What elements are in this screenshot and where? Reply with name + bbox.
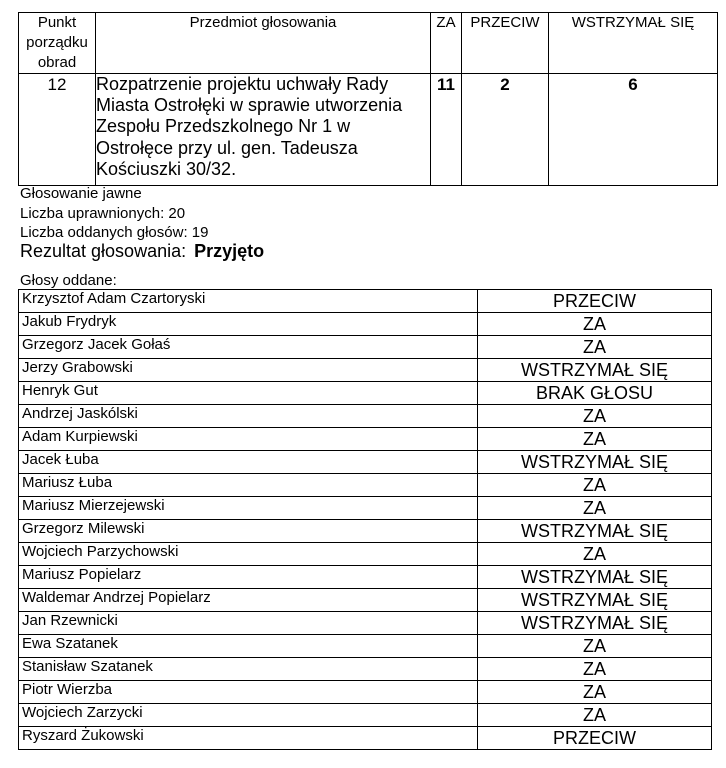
vote-value: WSTRZYMAŁ SIĘ xyxy=(478,589,712,612)
voting-summary-table xyxy=(18,12,718,186)
councillor-name: Jerzy Grabowski xyxy=(19,359,478,382)
voting-subject: Rozpatrzenie projektu uchwały Rady Miasta Ostrołęki w sprawie utworzenia Zespołu Przedszkolnego Nr 1 w Ostrołęce przy ul. gen. Tadeusza Kościuszki 30/32. xyxy=(96,74,431,186)
summary-header-row xyxy=(19,13,718,74)
vote-value: WSTRZYMAŁ SIĘ xyxy=(478,566,712,589)
councillor-name: Henryk Gut xyxy=(19,382,478,405)
vote-value: ZA xyxy=(478,405,712,428)
vote-value: ZA xyxy=(478,658,712,681)
councillor-name: Krzysztof Adam Czartoryski xyxy=(19,290,478,313)
table-row xyxy=(19,359,712,382)
councillor-name: Grzegorz Milewski xyxy=(19,520,478,543)
vote-value: ZA xyxy=(478,681,712,704)
agenda-point-number: 12 xyxy=(19,74,96,186)
councillor-name: Andrzej Jaskólski xyxy=(19,405,478,428)
table-row xyxy=(19,497,712,520)
result-label: Rezultat głosowania: xyxy=(20,241,187,261)
vote-value: ZA xyxy=(478,635,712,658)
table-row xyxy=(19,290,712,313)
councillor-name: Waldemar Andrzej Popielarz xyxy=(19,589,478,612)
vote-value: ZA xyxy=(478,313,712,336)
councillor-name: Wojciech Parzychowski xyxy=(19,543,478,566)
table-row xyxy=(19,727,712,750)
votes-table-body xyxy=(19,290,712,750)
councillor-name: Jacek Łuba xyxy=(19,451,478,474)
vote-value: ZA xyxy=(478,704,712,727)
table-row xyxy=(19,428,712,451)
councillor-name: Mariusz Łuba xyxy=(19,474,478,497)
councillor-name: Jan Rzewnicki xyxy=(19,612,478,635)
summary-data-row xyxy=(19,74,718,186)
table-row xyxy=(19,520,712,543)
vote-value: ZA xyxy=(478,474,712,497)
councillor-name: Grzegorz Jacek Gołaś xyxy=(19,336,478,359)
councillor-name: Stanisław Szatanek xyxy=(19,658,478,681)
table-row xyxy=(19,474,712,497)
header-abstain: WSTRZYMAŁ SIĘ xyxy=(549,13,718,74)
councillor-name: Wojciech Zarzycki xyxy=(19,704,478,727)
councillor-name: Mariusz Popielarz xyxy=(19,566,478,589)
table-row xyxy=(19,382,712,405)
votes-cast-label: Głosy oddane: xyxy=(20,272,117,289)
vote-value: PRZECIW xyxy=(478,290,712,313)
header-against: PRZECIW xyxy=(462,13,549,74)
vote-value: WSTRZYMAŁ SIĘ xyxy=(478,520,712,543)
vote-value: WSTRZYMAŁ SIĘ xyxy=(478,451,712,474)
against-count: 2 xyxy=(462,74,549,186)
councillor-name: Mariusz Mierzejewski xyxy=(19,497,478,520)
councillor-name: Ewa Szatanek xyxy=(19,635,478,658)
table-row xyxy=(19,589,712,612)
table-row xyxy=(19,612,712,635)
councillor-name: Jakub Frydryk xyxy=(19,313,478,336)
councillor-name: Piotr Wierzba xyxy=(19,681,478,704)
table-row xyxy=(19,313,712,336)
table-row xyxy=(19,681,712,704)
for-count: 11 xyxy=(431,74,462,186)
vote-value: ZA xyxy=(478,497,712,520)
cast-count: Liczba oddanych głosów: 19 xyxy=(20,224,209,241)
table-row xyxy=(19,336,712,359)
table-row xyxy=(19,566,712,589)
vote-value: WSTRZYMAŁ SIĘ xyxy=(478,359,712,382)
voting-result xyxy=(20,241,264,262)
eligible-count: Liczba uprawnionych: 20 xyxy=(20,205,186,222)
table-row xyxy=(19,451,712,474)
header-agenda-point: Punkt porządku obrad xyxy=(19,13,96,74)
table-row xyxy=(19,635,712,658)
header-for: ZA xyxy=(431,13,462,74)
table-row xyxy=(19,704,712,727)
councillor-name: Ryszard Żukowski xyxy=(19,727,478,750)
table-row xyxy=(19,543,712,566)
councillor-name: Adam Kurpiewski xyxy=(19,428,478,451)
vote-value: PRZECIW xyxy=(478,727,712,750)
vote-type: Głosowanie jawne xyxy=(20,185,142,202)
vote-value: ZA xyxy=(478,543,712,566)
result-value: Przyjęto xyxy=(194,241,265,261)
header-subject: Przedmiot głosowania xyxy=(96,13,431,74)
vote-value: WSTRZYMAŁ SIĘ xyxy=(478,612,712,635)
vote-value: ZA xyxy=(478,428,712,451)
vote-value: ZA xyxy=(478,336,712,359)
votes-table xyxy=(18,289,712,750)
vote-value: BRAK GŁOSU xyxy=(478,382,712,405)
table-row xyxy=(19,658,712,681)
abstain-count: 6 xyxy=(549,74,718,186)
table-row xyxy=(19,405,712,428)
